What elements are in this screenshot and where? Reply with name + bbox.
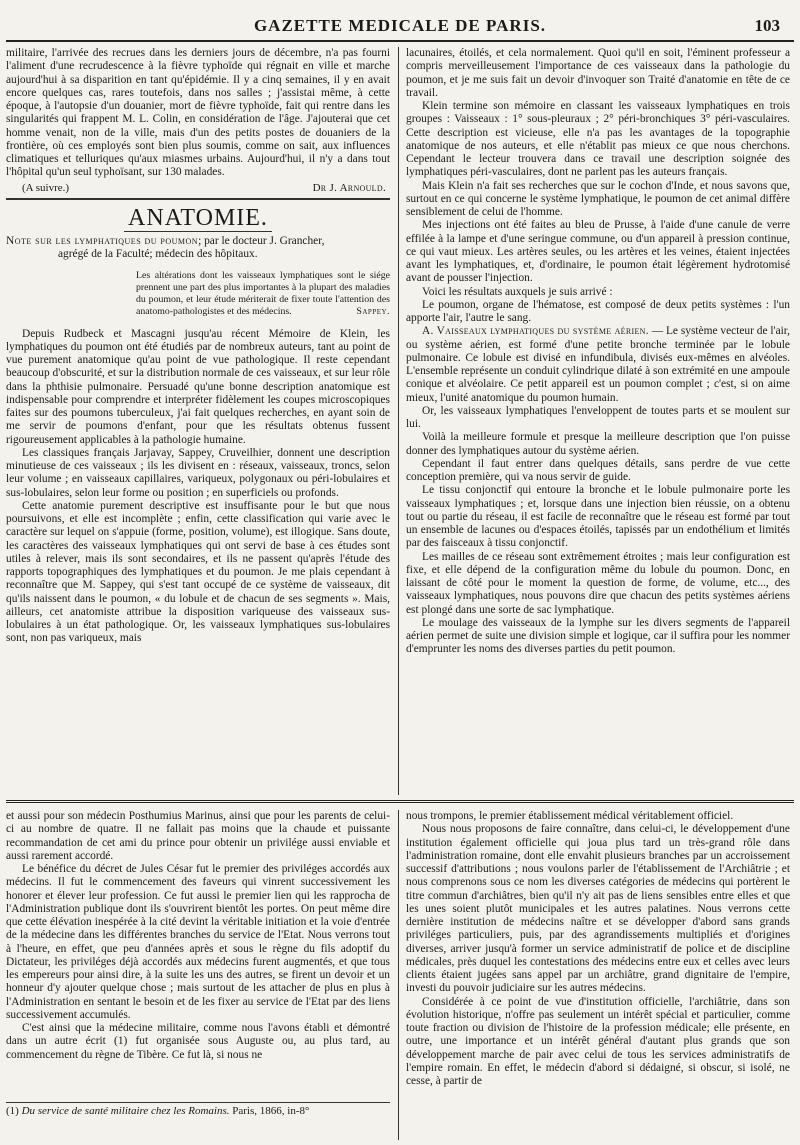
footnote-details: Paris, 1866, in-8° (229, 1105, 310, 1117)
page-header (8, 14, 792, 38)
epigraph (136, 270, 390, 318)
body-paragraph: Les mailles de ce réseau sont extrêmement étroites ; mais leur configuration est fixe, et elle dépend de la configuration même du lobule du poumon. Donc, en laissant de côté pour le moment la question de forme, de volume, etc..., des vaisseaux lymphatiques, nous pouvons dire que chacun des petits systèmes aériens est plongé dans une sorte de sac lymphatique. (406, 550, 790, 616)
body-paragraph: Les classiques français Jarjavay, Sappey, Cruveilhier, donnent une description minutieuse de ces vaisseaux ; ils les divisent en : réseaux, vaisseaux, troncs, selon leur volume ; en vaisseaux capillaires, variqueux, polygonaux ou péri-lobulaires et sus-lobulaires, selon leur forme ou position ; en superficiels ou profonds. (6, 446, 390, 499)
bottom-left-column (6, 810, 390, 1100)
footnote-number: (1) (6, 1105, 19, 1117)
body-paragraph: Cette anatomie purement descriptive est insuffisante pour le but que nous poursuivons, et elle est incomplète ; enfin, cette classification qui varie avec le caractère sur lequel on s'appuie (forme, position, volume), est illogique. Sans doute, les caractères des vaisseaux lymphatiques qui ont servi de base à ces études sont utiles à relever, mais ils sont secondaires, et ils ne passent qu'après l'étude des rapports topographiques des lymphatiques et du poumon. Je me plais cependant à reconnaître que M. Sappey, qui s'est tant occupé de ce système de vaisseaux, dit qu'ils naissent dans le poumon, « du lobule et de chacun de ses segments ». Mais, ailleurs, cet anatomiste attribue la disposition variqueuse des vaisseaux sus-lobulaires à un état pathologique. Or, les vaisseaux lymphatiques sus-lobulaires sont, non pas variqueux, mais (6, 499, 390, 645)
body-paragraph: Le tissu conjonctif qui entoure la bronche et le lobule pulmonaire porte les vaisseaux lymphatiques ; et, lorsque dans une injection bien réussie, on a obtenu tout ou partie du réseau, il est facile de reconnaître que le réseau est formé par tout un ensemble de lacunes ou d'espaces étoilés, tapissés par un endothélium et limités par des faisceaux à tissu conjonctif. (406, 484, 790, 550)
section-heading: ANATOMIE. (6, 212, 390, 225)
body-paragraph: et aussi pour son médecin Posthumius Marinus, ainsi que pour les parents de celui-ci au nombre de quatre. Il ne fallait pas moins que la chaude et puissante recommandation de cet ami du prince pour obtenir un privilége aussi enviable et aussi rarement accordé. (6, 810, 390, 862)
article-title-main: Note sur les lymphatiques du poumon (6, 235, 199, 247)
top-right-column (406, 47, 790, 795)
section-a-paragraph (406, 325, 790, 405)
column-divider-bottom (398, 810, 399, 1140)
section-divider (6, 198, 390, 200)
body-paragraph: Voilà la meilleure formule et presque la meilleure description que l'on puisse donner des lymphatiques autour du système aérien. (406, 431, 790, 457)
feuilleton-divider (6, 800, 794, 803)
article-title-affiliation: agrégé de la Faculté; médecin des hôpitaux. (58, 248, 258, 261)
journal-title: GAZETTE MEDICALE DE PARIS. (253, 16, 547, 35)
body-paragraph: Le moulage des vaisseaux de la lymphe sur les divers segments de l'appareil aérien permet de suite une division simple et logique, car il suffira pour les nommer d'emprunter les noms des diverses parties du petit poumon. (406, 616, 790, 656)
page-number: 103 (754, 16, 780, 35)
body-paragraph: Nous nous proposons de faire connaître, dans celui-ci, le développement d'une institution également officielle qui joua plus tard un très-grand rôle dans l'administration romaine, dont elle envahit plusieurs branches par un accroissement successif d'attributions ; nous voulons parler de l'établissement de l'Archiâtrie ; et nous comprenons sous ce nom les diverses catégories de médecins qui portèrent le titre commun d'archiâtres, bien qu'il n'y ait pas de liens sensibles entre elles et que les unes soient plutôt municipales et les autres palatines. Nous verrons cette dernière institution de médecins naître et se développer d'abord sans grands priviléges particuliers, puis, par des agrandissements multipliés et d'origines diverses, arriver jusqu'à former un service administratif de police et de discipline médicales, près duquel les contestations des médecins entre eux et celles avec leurs clients étaient jugées sans appel par un archiâtre, grand dignitaire de l'empire, investi du pouvoir judiciaire sur les autres médecins. (406, 823, 790, 995)
body-paragraph: Voici les résultats auxquels je suis arrivé : (422, 285, 613, 298)
epigraph-author: Sappey. (356, 305, 390, 317)
article-title (6, 235, 390, 262)
continuation-paragraph: militaire, l'arrivée des recrues dans les derniers jours de décembre, n'a pas fourni l'aliment d'une recrudescence à la fièvre typhoïde qui régnait en ville et marche aujourd'hui à sa disparition en tant qu'épidémie. Il y a cinq semaines, il y en avait encore quelques cas, rares toutefois, dans nos salles ; j'assistai même, à cette époque, à l'autopsie d'un douanier, mort de fièvre typhoïde, fait qui rentre dans les singularités qui frappent M. L. Colin, en considération de l'âge. J'ajouterai que cet homme venait, non de la ville, mais d'un des petits postes de douaniers de la frontière, où ces employés sont bien plus soumis, comme on sait, aux influences climatiques et telluriques qu'aux miasmes urbains. Aujourd'hui, il n'y a dans tout l'hôpital qu'un seul typhoïsant, sur 130 malades. (6, 47, 390, 179)
body-paragraph: Le poumon, organe de l'hématose, est composé de deux petits systèmes : l'un apporte l'air, l'autre le sang. (406, 298, 790, 324)
body-paragraph: lacunaires, étoilés, et cela normalement. Quoi qu'il en soit, l'éminent professeur a compris merveilleusement l'importance de ces vaisseaux dans la pathologie du poumon, et je me suis fait un devoir d'invoquer son Traité d'anatomie en tête de ce travail. (406, 47, 790, 99)
body-paragraph: Mes injections ont été faites au bleu de Prusse, à l'aide d'une canule de verre effilée à la lampe et d'une seringue commune, ou d'un appareil à pression continue, ce qui vaut mieux. Les artères seules, ou les artères et les veines, étaient injectées avant les lymphatiques, et, d'ordinaire, le poumon était légèrement hydrotomisé avant de pousser l'injection. (406, 219, 790, 285)
body-paragraph: Or, les vaisseaux lymphatiques l'enveloppent de toutes parts et se moulent sur lui. (406, 404, 790, 430)
epigraph-text: Les altérations dont les vaisseaux lymphatiques sont le siége prennent une part des plus importantes à la plupart des maladies du poumon, et leur étude mériterait de fixer toute l'attention des anatomo-pathologistes et des médecins. (136, 269, 390, 317)
article-title-author: ; par le docteur J. Grancher, (198, 235, 325, 247)
section-a-title: A. Vaisseaux lymphatiques du système aérien. (422, 325, 649, 338)
body-paragraph: Le bénéfice du décret de Jules César fut le premier des priviléges accordés aux médecins. Il fut le commencement des faveurs qui vinrent successivement les honorer et élever leur profession. Ce fut aussi le premier lien qui les rapprocha de l'Administration publique dont ils s'ouvrirent bientôt les portes. On peut même dire que cette élévation inespérée à la cité devint la véritable initiation et la voie d'entrée de la médecine dans les différentes branches du service de l'Etat. Nous verrons tout à l'heure, en effet, que peu d'années après et sous le règne du fils adoptif du Dictateur, les priviléges déjà accordés aux médecins furent augmentés, et que tous les empereurs pour ainsi dire, à la suite les uns des autres, se firent un devoir et un honneur d'y ajouter quelque chose ; mais surtout de les attacher de plus en plus à l'Administration en sentant le besoin et de les fixer au service de l'Etat par des liens successivement accumulés. (6, 863, 390, 1021)
bottom-right-column (406, 810, 790, 1140)
footnote-title: Du service de santé militaire chez les Romains. (21, 1105, 230, 1117)
top-left-column (6, 47, 390, 795)
body-paragraph: C'est ainsi que la médecine militaire, comme nous l'avons établi et démontré dans un autre écrit (1) fut organisée sous Auguste ou, au plus tard, au commencement du règne de Tibère. Ce fut là, si nous ne (6, 1022, 390, 1061)
author-signature: Dr J. Arnould. (312, 181, 386, 194)
body-paragraph: Considérée à ce point de vue d'institution officielle, l'archiâtrie, dans son évolution historique, n'offre pas seulement un intérêt spécial et particulier, comme toute fraction ou division de l'histoire de la profession médicale; elle présente, en outre, une importance et un intérêt général d'autant plus grands que son développement marche de pair avec celui de tous les services administratifs de l'empire romain. En effet, le médecin d'abord si dédaigné, si obscur, si isolé, ne cesse, à partir de (406, 995, 790, 1087)
body-paragraph: Mais Klein n'a fait ses recherches que sur le cochon d'Inde, et nous savons que, surtout en ce qui concerne le système lymphatique, le poumon de cet animal diffère sensiblement de celui de l'homme. (406, 179, 790, 218)
footnote (6, 1102, 390, 1118)
header-rule (6, 40, 794, 42)
body-paragraph: Klein termine son mémoire en classant les vaisseaux lymphatiques en trois groupes : Vaisseaux : 1° sous-pleuraux ; 2° péri-bronchiques 3° péri-vasculaires. Cette description est vicieuse, elle n'a pas les avantages de la topographie anatomique de nos auteurs, et elle n'établit pas mieux ce que nous cherchons. Cependant le lecteur trouvera dans ce travail une description soignée des lymphatiques péri-vasculaires, dont ne parlent pas les auteurs français. (406, 100, 790, 179)
to-be-continued: (A suivre.) (22, 181, 70, 194)
column-divider (398, 47, 399, 795)
section-a-text: — Le système vecteur de l'air, ou système aérien, est formé d'une petite bronche terminée par le lobule pulmonaire. Ce lobule est divisé en infundibula, divisés eux-mêmes en alvéoles. L'ensemble représente un conduit cylindrique dilaté à son extrémité en une ampoule conique et alvéolaire. Ce petit appareil est un poumon complet ; c'est, si on aime mieux, l'unité anatomique du poumon humain. (406, 325, 790, 404)
suite-line (6, 180, 390, 195)
body-paragraph: Cependant il faut entrer dans quelques détails, sans perdre de vue cette conception première, qui va nous servir de guide. (406, 457, 790, 483)
body-paragraph: nous trompons, le premier établissement médical véritablement officiel. (406, 810, 734, 822)
body-paragraph: Depuis Rudbeck et Mascagni jusqu'au récent Mémoire de Klein, les lymphatiques du poumon ont été étudiés par de nombreux auteurs, tant au point de vue purement anatomique qu'au point de vue pathologique. Il reste cependant beaucoup d'obscurité, et sur la distribution normale de ces vaisseaux, et sur leur rôle dans la phthisie pulmonaire. Persuadé qu'une bonne description anatomique est indispensable pour comprendre et interpréter fidèlement les coupes microscopiques faites sur des poumons tuberculeux, j'ai fait quelques recherches, en ayant soin de me servir de poumons d'enfant, pour que les résultats obtenus fussent rigoureusement applicables à la pathologie humaine. (6, 327, 390, 446)
